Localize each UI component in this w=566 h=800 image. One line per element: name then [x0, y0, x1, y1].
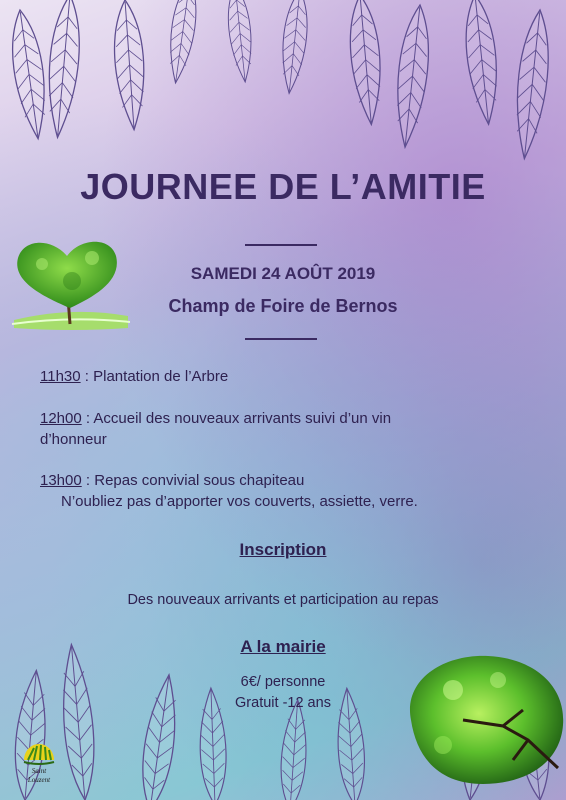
svg-text:Saint: Saint	[31, 767, 47, 775]
event-date: SAMEDI 24 AOÛT 2019	[190, 264, 376, 283]
schedule-sep: :	[80, 368, 94, 385]
schedule-time: 12h00	[40, 410, 82, 427]
schedule-sep: :	[81, 410, 94, 427]
heart-tree-image	[12, 236, 130, 332]
schedule-time: 11h30	[40, 368, 81, 385]
svg-text:Louzent: Louzent	[27, 776, 51, 784]
inscription-heading: Inscription	[239, 540, 327, 559]
schedule-text-cont: d’honneur	[40, 431, 107, 448]
schedule-note: N’oubliez pas d’apporter vos couverts, assiette, verre.	[61, 493, 418, 510]
event-place: Champ de Foire de Bernos	[168, 296, 398, 316]
mairie-heading: A la mairie	[240, 637, 326, 656]
schedule-text: Plantation de l’Arbre	[93, 368, 229, 385]
inscription-text: Des nouveaux arrivants et participation au repas	[127, 592, 439, 608]
schedule-text: Repas convivial sous chapiteau	[94, 472, 305, 489]
price-text: 6€/ personne	[240, 674, 326, 690]
schedule-item	[40, 366, 540, 387]
schedule-item	[40, 408, 540, 450]
schedule-item	[40, 470, 540, 512]
tree-canopy-image	[403, 650, 566, 788]
saint-louzent-logo	[20, 740, 58, 786]
divider-bottom	[245, 338, 317, 340]
schedule-time: 13h00	[40, 472, 82, 489]
page-title: JOURNEE DE L’AMITIE	[80, 166, 486, 207]
free-text: Gratuit -12 ans	[235, 695, 331, 711]
divider-top	[245, 244, 317, 246]
schedule-sep: :	[81, 472, 95, 489]
schedule-text: Accueil des nouveaux arrivants suivi d’un vin	[93, 410, 392, 427]
